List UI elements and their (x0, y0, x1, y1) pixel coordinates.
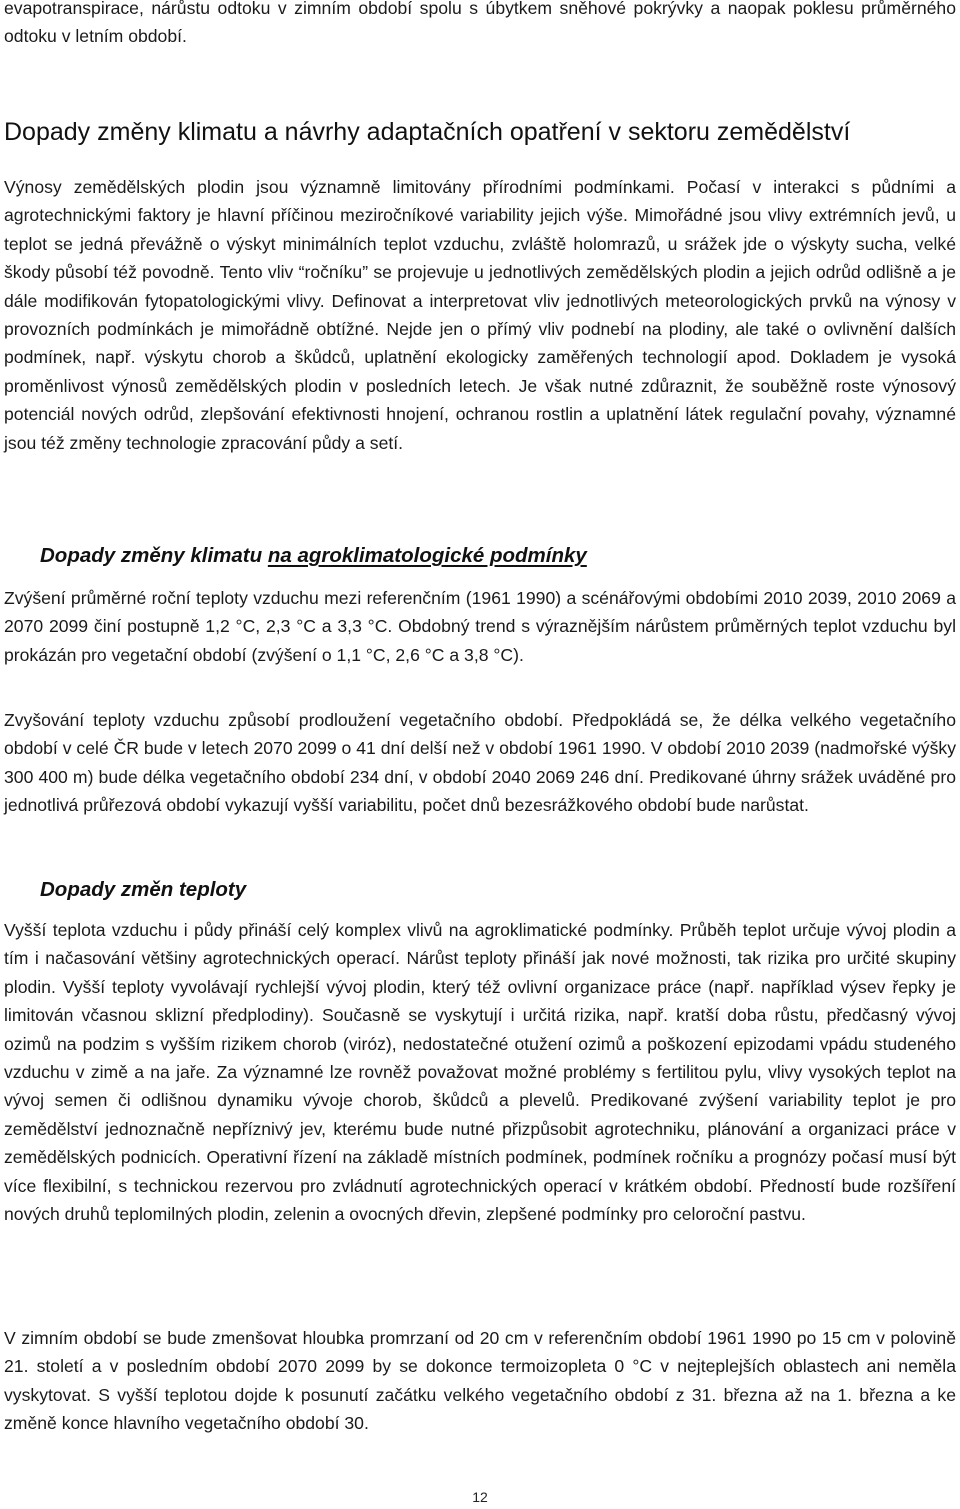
subsection-title-climate-impacts (40, 540, 587, 572)
subsection-title-temperature-impacts: Dopady změn teploty (40, 878, 247, 901)
temperature-increase-paragraph: Zvýšení průměrné roční teploty vzduchu mezi referenčním (1961 1990) a scénářovými obdobími 2010 2039, 2010 2069 a 2070 2099 činí postupně 1,2 °C, 2,3 °C a 3,3 °C. Obdobný trend s výraznějším nárůstem průměrných teplot vzduchu byl prokázán pro vegetační období (zvýšení o 1,1 °C, 2,6 °C a 3,8 °C). (4, 588, 956, 665)
winter-period-paragraph: V zimním období se bude zmenšovat hloubka promrzaní od 20 cm v referenčním období 1961 1990 po 15 cm v polovině 21. století a v posledním období 2070 2099 by se dokonce termoizopleta 0 °C v nejteplejších oblastech ani neměla vyskytovat. S vyšší teplotou dojde k posunutí začátku velkého vegetačního období z 31. března až na 1. března a ke změně konce hlavního vegetačního období 30. (4, 1328, 956, 1434)
section-paragraph: Výnosy zemědělských plodin jsou významně limitovány přírodními podmínkami. Počasí v interakci s půdními a agrotechnickými faktory je hlavní příčinou meziročníkové variability jejich výše. Mimořádné jsou vlivy extrémních jevů, u teplot se jedná převážně o výskyt minimálních teplot vzduchu, zvláště holomrazů, u srážek jde o výskyty sucha, velké škody působí též povodně. Tento vliv “ročníku” se projevuje u jednotlivých zemědělských plodin a jejich odrůd odlišně a je dále modifikován fytopatologickými vlivy. Definovat a interpretovat vliv jednotlivých meteorologických prvků na výnosy v provozních podmínkách je mimořádně obtížné. Nejde jen o přímý vliv podnebí na plodiny, ale také o ovlivnění dalších podmínek, např. výskytu chorob a škůdců, uplatnění ekologicky zaměřených technologií apod. Dokladem je vysoká proměnlivost výnosů zemědělských plodin v posledních letech. Je však nutné zdůraznit, že souběžně roste výnosový potenciál nových odrůd, zlepšování efektivnosti hnojení, ochranou rostlin a uplatnění látek regulační povahy, významné jsou též změny technologie zpracování půdy a setí. (4, 177, 956, 453)
subsection-title-prefix: Dopady změny klimatu (40, 544, 268, 567)
temperature-effects-paragraph: Vyšší teplota vzduchu i půdy přináší celý komplex vlivů na agroklimatické podmínky. Průběh teplot určuje vývoj plodin a tím i načasování většiny agrotechnických operací. Nárůst teploty přináší jak nové možnosti, tak rizika pro určité skupiny plodin. Vyšší teploty vyvolávají rychlejší vývoj plodin, který též ovlivní organizace práce (např. například výsev řepky je limitován včasnou sklizní předplodiny). Současně se vyskytují i určitá rizika, např. kratší doba růstu, předčasný vývoj ozimů na podzim s vyšším rizikem chorob (viróz), nedostatečné otužení ozimů a poškození epizodami vpádu studeného vzduchu v zimě a na jaře. Za významné lze rovněž považovat možné problémy s fertilitou pylu, vlivy vysokých teplot na vývoj semen či odlišnou dynamiku vývoje chorob, škůdců a plevelů. Predikované zvýšení variability teplot je pro zemědělství jednoznačně nepříznivý jev, kterému bude nutné přizpůsobit agrotechniku, plánování a organizaci práce v zemědělských podnicích. Operativní řízení na základě místních podmínek, podmínek ročníku a prognózy počasí musí být více flexibilní, s technickou rezervou pro zvládnutí agrotechnických operací v krátkém období. Předností bude rozšíření nových druhů teplomilných plodin, zelenin a ovocných dřevin, zlepšené podmínky pro celoroční pastvu. (4, 920, 956, 1225)
page-number: 12 (472, 1489, 488, 1505)
section-title: Dopady změny klimatu a návrhy adaptačních opatření v sektoru zemědělství (4, 118, 851, 146)
intro-paragraph: evapotranspirace, nárůstu odtoku v zimním období spolu s úbytkem sněhové pokrývky a naopak poklesu průměrného odtoku v letním období. (4, 0, 956, 47)
subsection-title-underlined: na agroklimatologické podmínky (267, 544, 587, 567)
vegetation-period-paragraph: Zvyšování teploty vzduchu způsobí prodloužení vegetačního období. Předpokládá se, že délka velkého vegetačního období v celé ČR bude v letech 2070 2099 o 41 dní delší než v období 1961 1990. V období 2010 2039 (nadmořské výšky 300 400 m) bude délka vegetačního období 234 dní, v období 2040 2069 246 dní. Predikované úhrny srážek uváděné pro jednotlivá průřezová období vykazují vyšší variabilitu, počet dnů bezesrážkového období bude narůstat. (4, 710, 956, 816)
